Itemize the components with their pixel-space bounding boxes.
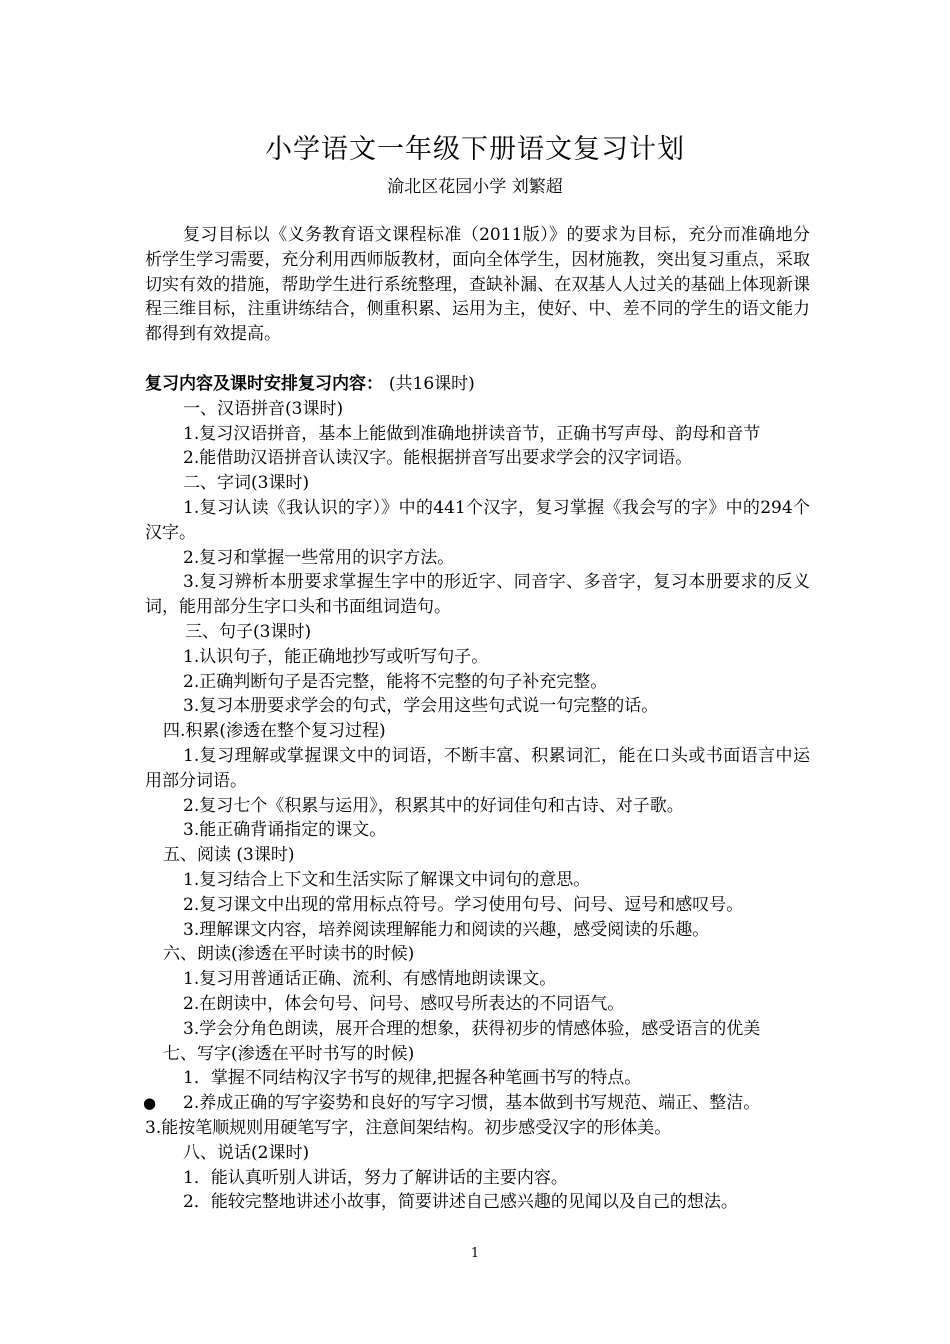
list-item: 3.学会分角色朗读，展开合理的想象，获得初步的情感体验，感受语言的优美 (183, 1018, 761, 1039)
list-item: 1．能认真听别人讲话，努力了解讲话的主要内容。 (183, 1167, 568, 1188)
bulleted-list-item (145, 1091, 810, 1116)
list-item: 3.能按笔顺规则用硬笔写字，注意间架结构。初步感受汉字的形体美。 (145, 1117, 672, 1138)
author-line: 渝北区花园小学 刘繁超 (387, 177, 563, 197)
list-item: 2.复习课文中出现的常用标点符号。学习使用句号、问号、逗号和感叹号。 (183, 894, 744, 915)
section-heading: 八、说话(2课时) (183, 1142, 310, 1163)
list-item: 1.复习用普通话正确、流利、有感情地朗读课文。 (183, 969, 557, 990)
section-heading: 七、写字(渗透在平时书写的时候) (163, 1043, 415, 1064)
section-heading: 三、句子(3课时) (185, 621, 312, 642)
content-body (145, 372, 810, 1215)
bullet-icon: ● (143, 1094, 157, 1113)
list-item: 1.复习认读《我认识的字）》中的441个汉字，复习掌握《我会写的字》中的294个汉字。 (145, 497, 810, 543)
list-item: 1．掌握不同结构汉字书写的规律,把握各种笔画书写的特点。 (183, 1068, 642, 1089)
list-item: 3.理解课文内容，培养阅读理解能力和阅读的兴趣，感受阅读的乐趣。 (183, 919, 710, 940)
document-title: 小学语文一年级下册语文复习计划 (265, 134, 685, 165)
list-item-text: 2.养成正确的写字姿势和良好的写字习惯，基本做到书写规范、端正、整洁。 (183, 1093, 761, 1114)
list-item: 1.复习理解或掌握课文中的词语，不断丰富、积累词汇，能在口头或书面语言中运用部分词语。 (145, 745, 810, 791)
list-item: 1.复习结合上下文和生活实际了解课文中词句的意思。 (183, 869, 591, 890)
list-item: 2.在朗读中，体会句号、问号、感叹号所表达的不同语气。 (183, 993, 625, 1014)
content-heading (145, 372, 810, 397)
list-item: 3.复习本册要求学会的句式，学会用这些句式说一句完整的话。 (183, 696, 659, 717)
intro-paragraph: 复习目标以《义务教育语文课程标准（2011版）》的要求为目标，充分而准确地分析学生学习需要，充分利用西师版教材，面向全体学生，因材施教，突出复习重点，采取切实有效的措施，帮助学生进行系统整理，查缺补漏、在双基人人过关的基础上体现新课程三维目标，注重讲练结合，侧重积累、运用为主，使好、中、差不同的学生的语文能力都得到有效提高。 (145, 225, 810, 345)
list-item: 2.正确判断句子是否完整，能将不完整的句子补充完整。 (183, 671, 608, 692)
list-item: 3.复习辨析本册要求掌握生字中的形近字、同音字、多音字，复习本册要求的反义词，能用部分生字口头和书面组词造句。 (145, 572, 810, 618)
section-heading: 四.积累(渗透在整个复习过程) (163, 721, 386, 742)
page-number: 1 (470, 1246, 480, 1261)
list-item: 2．能较完整地讲述小故事，简要讲述自己感兴趣的见闻以及自己的想法。 (183, 1192, 738, 1213)
section-heading: 五、阅读 (3课时) (163, 845, 295, 866)
content-heading-count: (共16课时) (388, 374, 475, 394)
section-heading: 六、朗读(渗透在平时读书的时候) (163, 944, 415, 965)
list-item: 1.认识句子，能正确地抄写或听写句子。 (183, 646, 489, 667)
section-heading: 一、汉语拼音(3课时) (183, 398, 344, 419)
section-heading: 二、字词(3课时) (183, 473, 310, 494)
list-item: 3.能正确背诵指定的课文。 (183, 820, 387, 841)
list-item: 2.复习七个《积累与运用》，积累其中的好词佳句和古诗、对子歌。 (183, 795, 684, 816)
list-item: 2.能借助汉语拼音认读汉字。能根据拼音写出要求学会的汉字词语。 (183, 448, 693, 469)
list-item: 1.复习汉语拼音，基本上能做到准确地拼读音节，正确书写声母、韵母和音节 (183, 423, 761, 444)
list-item: 2.复习和掌握一些常用的识字方法。 (183, 547, 455, 568)
content-heading-label: 复习内容及课时安排复习内容： (145, 374, 383, 394)
